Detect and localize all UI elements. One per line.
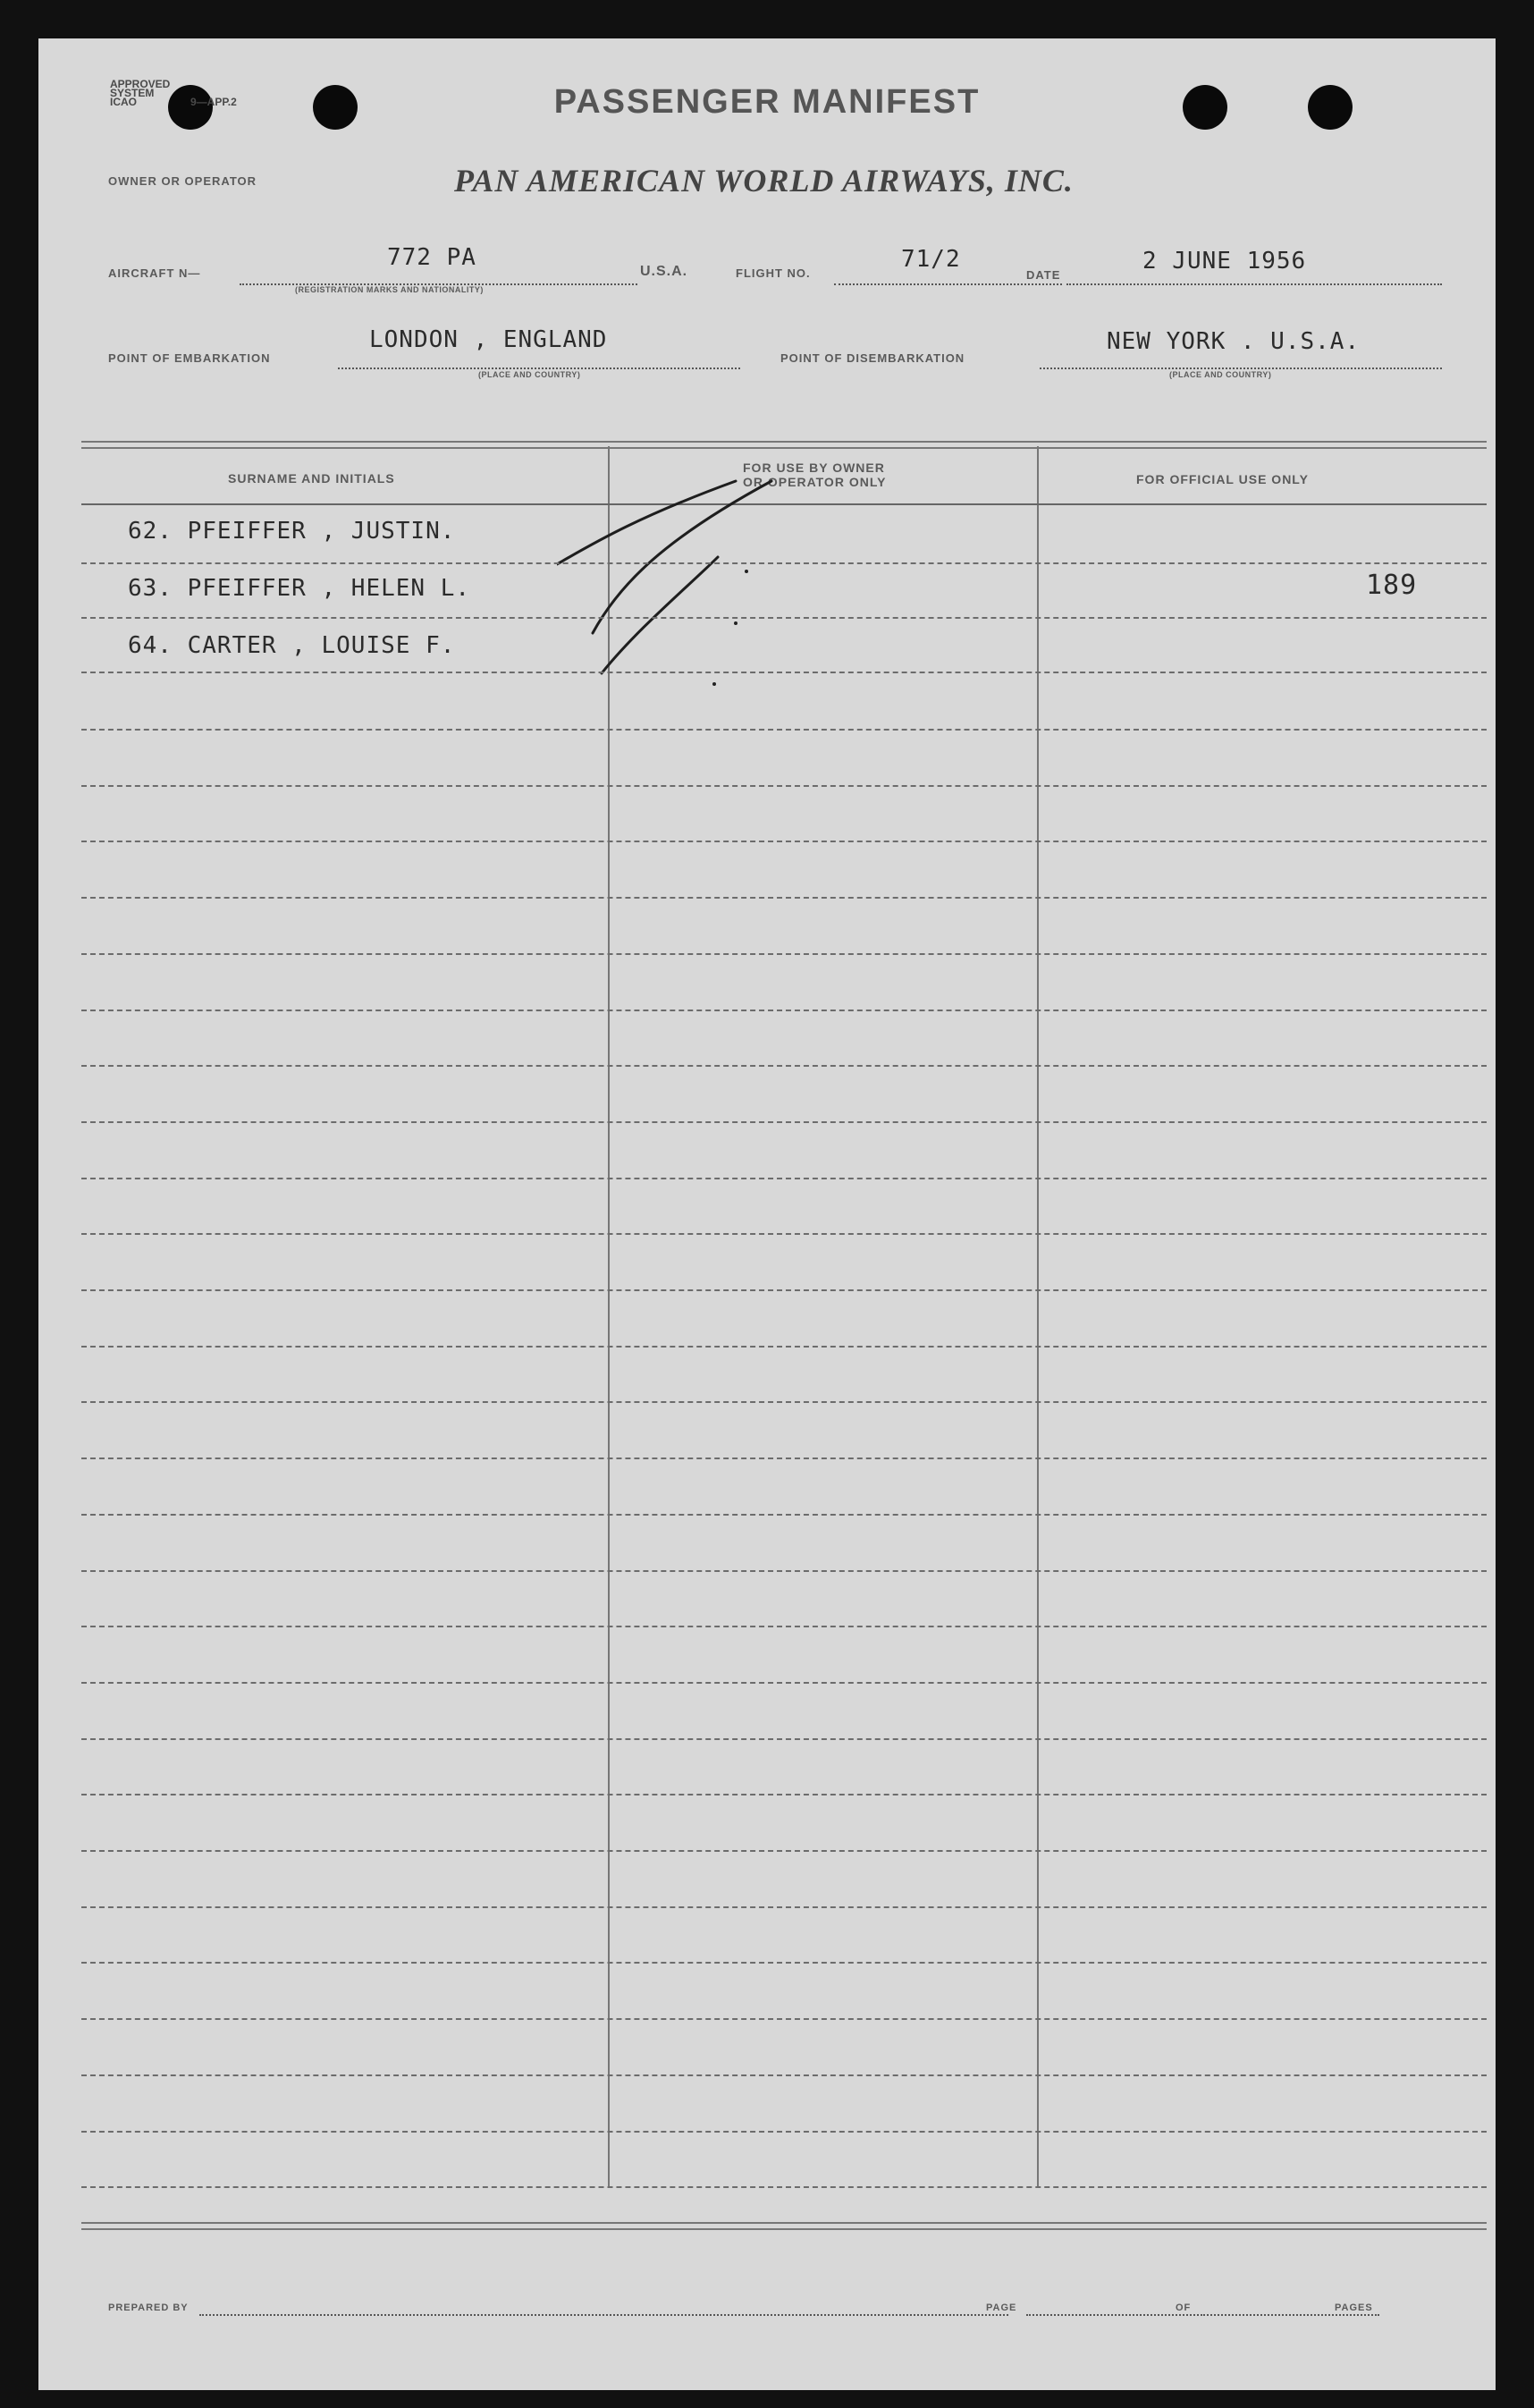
disembark-label: POINT OF DISEMBARKATION (780, 351, 965, 365)
table-bottom-border (81, 2222, 1487, 2230)
date-underline (1066, 283, 1442, 285)
table-rule (81, 562, 1487, 564)
page-label: PAGE (986, 2302, 1017, 2313)
passenger-name: 64. CARTER , LOUISE F. (128, 632, 456, 659)
table-rule (81, 1289, 1487, 1291)
owner-value: PAN AMERICAN WORLD AIRWAYS, INC. (454, 163, 1074, 199)
disembark-underline (1040, 368, 1442, 369)
flight-value: 71/2 (901, 246, 961, 273)
pages-label: PAGES (1335, 2302, 1373, 2313)
col-header-owner-line: FOR USE BY OWNER (743, 460, 885, 475)
stamp-line: ICAO (110, 96, 137, 108)
table-rule (81, 2018, 1487, 2020)
embark-underline (338, 368, 740, 369)
table-rule (81, 1962, 1487, 1964)
prepared-underline (199, 2314, 1008, 2316)
col-header-surname: SURNAME AND INITIALS (228, 471, 395, 486)
table-rule (81, 1682, 1487, 1684)
col-header-owner-line: OR OPERATOR ONLY (743, 475, 887, 489)
table-rule (81, 1401, 1487, 1403)
manifest-sheet (38, 38, 1496, 2390)
table-rule (81, 1514, 1487, 1516)
disembark-place-caption: (PLACE AND COUNTRY) (1169, 370, 1272, 379)
table-rule (81, 1346, 1487, 1348)
aircraft-value: 772 PA (387, 244, 476, 271)
page-underline (1026, 2314, 1205, 2316)
column-divider (608, 446, 610, 2186)
table-rule (81, 2186, 1487, 2188)
page-title: PASSENGER MANIFEST (553, 83, 981, 121)
table-rule (81, 2074, 1487, 2076)
table-rule (81, 1178, 1487, 1179)
table-rule (81, 1570, 1487, 1572)
table-rule (81, 1626, 1487, 1627)
table-rule (81, 1010, 1487, 1011)
usa-label: U.S.A. (640, 264, 688, 279)
table-rule (81, 897, 1487, 899)
table-rule (81, 1850, 1487, 1852)
disembark-value: NEW YORK . U.S.A. (1107, 328, 1361, 355)
table-rule (81, 1738, 1487, 1740)
embark-value: LONDON , ENGLAND (369, 326, 608, 353)
date-label: DATE (1026, 268, 1061, 282)
of-underline (1201, 2314, 1379, 2316)
col-header-official: FOR OFFICIAL USE ONLY (1136, 472, 1309, 486)
aircraft-label: AIRCRAFT N— (108, 266, 201, 280)
registration-caption: (REGISTRATION MARKS AND NATIONALITY) (295, 285, 484, 294)
flight-label: FLIGHT NO. (736, 266, 811, 280)
official-mark: 189 (1366, 570, 1418, 601)
table-rule (81, 2131, 1487, 2133)
stamp-line: 9—APP.2 (190, 96, 237, 108)
table-rule (81, 1121, 1487, 1123)
table-rule (81, 729, 1487, 731)
flight-underline (834, 283, 1062, 285)
embark-place-caption: (PLACE AND COUNTRY) (478, 370, 581, 379)
table-rule (81, 785, 1487, 787)
table-rule (81, 1457, 1487, 1459)
table-rule (81, 1233, 1487, 1235)
table-rule (81, 672, 1487, 673)
owner-label: OWNER OR OPERATOR (108, 174, 257, 188)
table-rule (81, 1065, 1487, 1067)
passenger-name: 62. PFEIFFER , JUSTIN. (128, 518, 456, 545)
table-rule (81, 841, 1487, 842)
table-rule (81, 953, 1487, 955)
column-divider (1037, 446, 1039, 2186)
handwritten-checkmarks (557, 432, 789, 691)
prepared-label: PREPARED BY (108, 2302, 189, 2313)
stamp-line: SYSTEM (110, 87, 155, 99)
date-value: 2 JUNE 1956 (1142, 248, 1307, 275)
table-rule (81, 617, 1487, 619)
table-rule (81, 1794, 1487, 1795)
table-rule (81, 1906, 1487, 1908)
stamp-line: APPROVED (110, 78, 171, 90)
passenger-name: 63. PFEIFFER , HELEN L. (128, 575, 471, 602)
embark-label: POINT OF EMBARKATION (108, 351, 271, 365)
of-label: OF (1176, 2302, 1192, 2313)
